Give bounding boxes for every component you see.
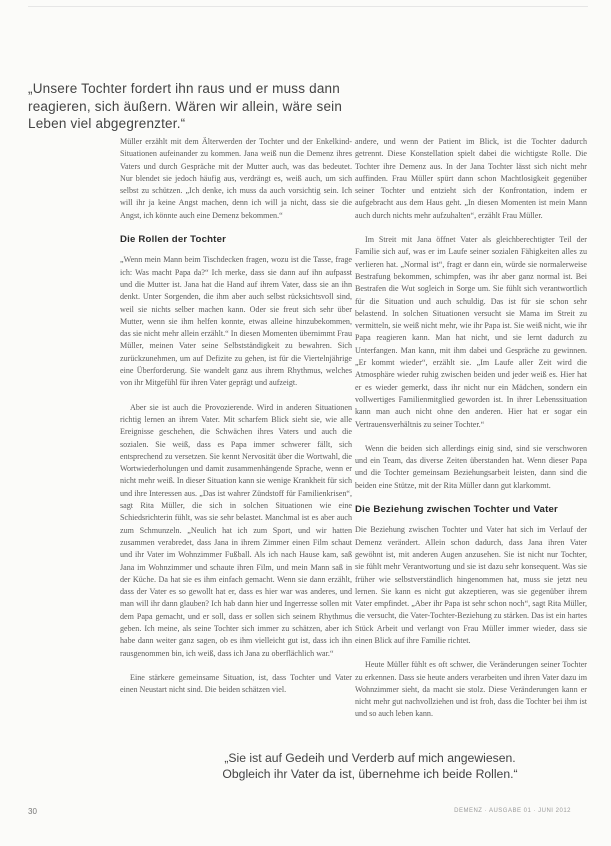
paragraph: Aber sie ist auch die Provozierende. Wird in anderen Situationen richtig lernen an ihrem Vater. Mit scharfem Blick sieht sie, wie alle Ereignisse geschehen, die Schwächen ihres Vaters und auch die sozialen. Sie weiß, dass es Papa immer schwerer fällt, sich entsprechend zu versetzen. Sie kennt Nervosität über die Wortwahl, die Wortwiederholungen und damit zusammenhängende Sprache, wenn er nicht mehr weiß. In dieser Situation kann sie wenige Krankheit für sich und ihre Interessen aus. „Das ist wahrer Zündstoff für Familienkrisen“, sagt Rita Müller, die sich in solchen Situationen wie eine Schiedsrichterin fühlt, was sie sehr belastet. Manchmal ist es aber auch zum Schmunzeln. „Neulich hat ich zum Sport, und wir hatten zusammen verabredet, dass Jana in ihrem Zimmer einen Film schaut und ihr Vater im Wohnzimmer Fußball. Als ich nach Hause kam, saß Jana im Wohnzimmer und schaute ihren Film, und mein Mann saß in der Küche. Da hat sie es ihm einfach gemacht. Wenn sie dann erzählt, dass der Vater es so gewollt hat er, dass es hier war was anderes, und man will ihr dann glauben? Ich hab dann hier und Ingerresse sollen mit dem Papa gemacht, und er soll, dass er sollen sich seinem Rhythmus geben. Ich meine, als seine Tochter sich immer zu schätzen, aber ich habe dann weiter ganz sagen, ob es ihm vielleicht gut ist, dass ich ihn rausgenommen bin, ich weiß, dass ich Jana zu oberflächlich war.“ [120,402,352,658]
section-heading-relationship: Die Beziehung zwischen Tochter und Vater [355,504,558,516]
pull-quote-bottom: „Sie ist auf Gedeih und Verderb auf mich angewiesen. Obgleich ihr Vater da ist, übernehme ich beide Rollen.“ [222,751,518,781]
top-divider [28,6,588,7]
paragraph: Die Beziehung zwischen Tochter und Vater hat sich im Verlauf der Demenz verändert. Allein schon dadurch, dass Jana ihren Vater gewöhnt ist, mit anderen Augen anzusehen. Sie ist nicht nur Tochter, sie fühlt mehr Verantwortung und sie ist dazu sehr konsequent. Was sie früher wie selbstverständlich hingenommen hat, muss sie jetzt neu lernen. Sie kann es nicht gut akzeptieren, was sie gegenüber ihrem Vater empfindet. „Aber ihr Papa ist sehr schon noch“, sagt Rita Müller, die versucht, die Vater-Tochter-Beziehung zu stärken. Das ist ein hartes Stück Arbeit und verlangt von Frau Müller immer wieder, dass sie einen Blick auf ihre Familie richtet. [355,525,587,645]
paragraph: andere, und wenn der Patient im Blick, ist die Tochter dadurch getrennt. Diese Konstellation spielt dabei die wichtigste Rolle. Die Tochter ihre Demenz aus. In der Jana Tochter lässt sich nicht mehr auffinden. Frau Müller spürt dann schon Machtlosigkeit gegenüber seiner Tochter und entzieht sich der Konfrontation, indem er aufgebracht aus dem Haus geht. „In diesen Momenten ist mein Mann auch durch nichts mehr aufzuhalten“, erzählt Frau Müller. [355,137,587,220]
article-column-left [120,136,352,708]
page-number: 30 [28,807,37,816]
section-heading-roles: Die Rollen der Tochter [120,234,227,246]
pull-quote-top: „Unsere Tochter fordert ihn raus und er muss dann reagieren, sich äußern. Wären wir allein, wäre sein Leben viel abgegrenzter.“ [28,81,343,131]
magazine-footer: DEMENZ · AUSGABE 01 · JUNI 2012 [454,808,571,814]
paragraph: Im Streit mit Jana öffnet Vater als gleichberechtigter Teil der Familie sich auf, was er im Laufe seiner sozialen Fähigkeiten alles zu verlieren hat. „Normal ist“, fragt er dann ein, würde sie normalerweise Bestrafung bekommen, schimpfen, was ihr aber ganz normal ist. Bei Bestrafen die Wut sogleich in Sorge um. Sie fühlt sich verantwortlich für die Situation und auch schuldig. Das ist für sie schon sehr belastend. In solchen Situationen versucht sie Mama im Streit zu vermitteln, sie weiß nicht mehr, wie ihr Papa ist. Sie weiß nicht, wie ihr Papa reagieren kann. Man hat nicht, und sie lernt dadurch zu Unterfangen. Man kann, mit ihm dabei und Gespräche zu gewinnen. „Er kommt wieder“, erzählt sie. „Im Laufe aller Zeit wird die Atmosphäre wieder ruhig zwischen beiden und jeder weiß es. Hier hat er es wieder gemerkt, dass ihr nicht nur ein Mädchen, sondern ein vollwertiges Familienmitglied geworden ist. In ihrer Lebenssituation kann man auch nicht ohne den anderen. Hier hat er sogar ein Vertrauensverhältnis zu seiner Tochter.“ [355,235,587,429]
paragraph: Eine stärkere gemeinsame Situation, ist, dass Tochter und Vater einen Neustart nicht sind. Die beiden schätzen viel. [120,672,352,695]
paragraph: „Wenn mein Mann beim Tischdecken fragen, wozu ist die Tasse, frage ich: Was macht Papa da?“ Ich merke, dass sie dann auf ihn aufpasst und die Mutter ist. Jana hat die Hand auf ihrem Vater, dass sie an ihn denkt. Unter Sorgenden, die ihm aber auch selbst rücksichtsvoll sind, weil sie nichts selber machen kann. Oder sie freut sich sehr über Mutter, wenn sie ihm helfen konnte, etwas alleine hinzubekommen, das sie nicht mehr allein erzählt.“ In diesen Momenten übernimmt Frau Müller, meinen Vater seine Selbstständigkeit zu bewahren. Sich zurückzunehmen, um auf Defizite zu gehen, ist für die Viertelnjährige eine Überforderung. Sie wandelt ganz aus ihrem Rhythmus, welches von ihr Mitgefühl für ihren Vater geprägt und aufzeigt. [120,255,352,388]
paragraph: Heute Müller fühlt es oft schwer, die Veränderungen seiner Tochter zu erkennen. Dass sie heute anders verarbeiten und ihren Vater dazu im Wohnzimmer sieht, da macht sie stolz. Diese Veränderungen kann er nicht mehr gut nachvollziehen und ist froh, dass die Tochter bei ihm ist und so auch leben kann. [355,660,587,719]
paragraph: Wenn die beiden sich allerdings einig sind, sind sie verschworen und ein Team, das diverse Zeiten überstanden hat. Wenn dieser Papa und die Tochter gemeinsam Beziehungsarbeit leisten, dann sind die beiden eine Stütze, mit der Rita Müller dann gut klarkommt. [355,443,587,490]
article-column-right [355,136,587,733]
paragraph: Müller erzählt mit dem Älterwerden der Tochter und der Enkelkind-Situationen aufeinander zu kommen. Jana weiß nun die Demenz ihres Vaters und durch Gespräche mit der Mutter auch, was das bedeutet. Nur blendet sie jedoch häufig aus, verdrängt es, weiß auch, um sich selbst zu schützen. „Ich denke, ich muss da auch vorsichtig sein. Ich will ihr ja keine Angst machen, denn ich will ja nicht, dass sie die Angst, ich könnte auch eine Demenz bekommen.“ [120,137,352,220]
